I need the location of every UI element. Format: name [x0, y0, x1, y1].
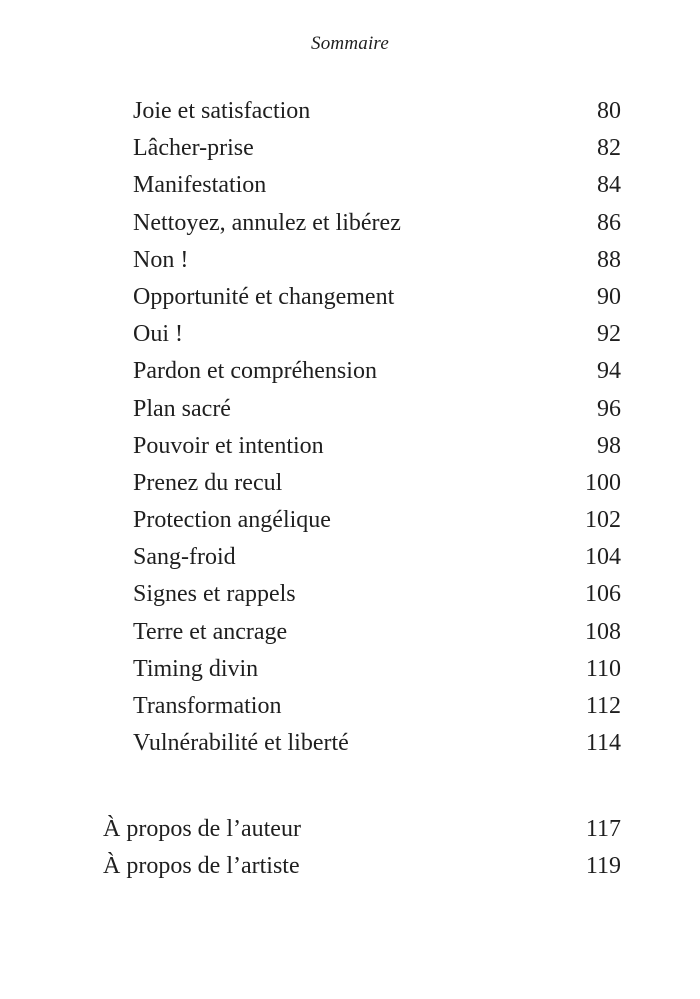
- toc-entry-title: Transformation: [133, 693, 282, 719]
- toc-entry-page: 102: [585, 507, 621, 534]
- toc-entry-title: Signes et rappels: [133, 581, 296, 608]
- toc-entry-title: Nettoyez, annulez et libérez: [133, 209, 401, 236]
- toc-entry-title: Vulnérabilité et liberté: [133, 730, 349, 757]
- toc-entry-title: Prenez du recul: [133, 469, 283, 496]
- toc-entry-title: Pouvoir et intention: [133, 432, 324, 459]
- toc-entry-title: Plan sacré: [133, 395, 231, 422]
- toc-entry-title: Sang-froid: [133, 544, 236, 571]
- toc-entry-title: À propos de l’auteur: [103, 816, 301, 842]
- toc-entry: [133, 316, 621, 353]
- toc-entry: [133, 465, 621, 502]
- toc-entry: [133, 688, 621, 725]
- toc-entry-page: 90: [597, 283, 621, 310]
- toc-entry: [133, 502, 621, 539]
- toc-entry-page: 114: [585, 730, 621, 757]
- toc-entry: [133, 353, 621, 390]
- toc-entry-title: Lâcher-prise: [133, 135, 254, 162]
- toc-entry-page: 82: [597, 135, 621, 162]
- toc-entry-page: 106: [585, 581, 621, 608]
- toc-entry: [133, 93, 621, 130]
- toc-appendix: [103, 811, 621, 885]
- toc-entry-page: 96: [597, 395, 621, 422]
- toc-entry: [133, 576, 621, 613]
- toc-entry-title: Joie et satisfaction: [133, 98, 311, 124]
- running-head-title: Sommaire: [311, 33, 389, 54]
- toc-entry: [133, 279, 621, 316]
- toc-entry: [133, 205, 621, 242]
- toc-entry-page: 94: [597, 358, 621, 385]
- toc-entry-title: Pardon et compréhension: [133, 358, 377, 385]
- toc-entry-page: 88: [597, 246, 621, 273]
- toc-entry: [133, 651, 621, 688]
- toc-entry: [133, 391, 621, 428]
- toc-entry-title: Timing divin: [133, 655, 259, 682]
- toc-list: [133, 93, 621, 762]
- toc-entry: [133, 428, 621, 465]
- toc-entry-page: 84: [597, 172, 621, 199]
- toc-entry-page: 98: [597, 432, 621, 459]
- toc-entry-title: Non !: [133, 246, 189, 273]
- toc-entry-page: 110: [585, 655, 621, 682]
- toc-entry: [133, 130, 621, 167]
- toc-entry-page: 100: [585, 469, 621, 496]
- toc-entry-page: 86: [597, 209, 621, 236]
- toc-entry-page: 108: [585, 618, 621, 645]
- toc-entry: [133, 614, 621, 651]
- toc-entry-about-artist: [103, 848, 621, 885]
- toc-entry-page: 119: [585, 853, 621, 880]
- toc-entry-page: 112: [585, 693, 621, 719]
- toc-entry-title: Terre et ancrage: [133, 618, 288, 645]
- toc-entry-title: Oui !: [133, 321, 183, 348]
- toc-entry: [133, 167, 621, 204]
- toc-entry-title: Manifestation: [133, 172, 267, 199]
- toc-entry-title: Protection angélique: [133, 507, 331, 534]
- toc-entry-page: 117: [585, 816, 621, 842]
- toc-entry-title: Opportunité et changement: [133, 283, 395, 310]
- toc-entry: [133, 242, 621, 279]
- toc-entry-page: 104: [585, 544, 621, 571]
- toc-entry-about-author: [103, 811, 621, 848]
- toc-entry: [133, 725, 621, 762]
- toc-entry: [133, 539, 621, 576]
- toc-entry-page: 92: [597, 321, 621, 348]
- toc-entry-title: À propos de l’artiste: [103, 853, 300, 880]
- toc-entry-page: 80: [597, 98, 621, 124]
